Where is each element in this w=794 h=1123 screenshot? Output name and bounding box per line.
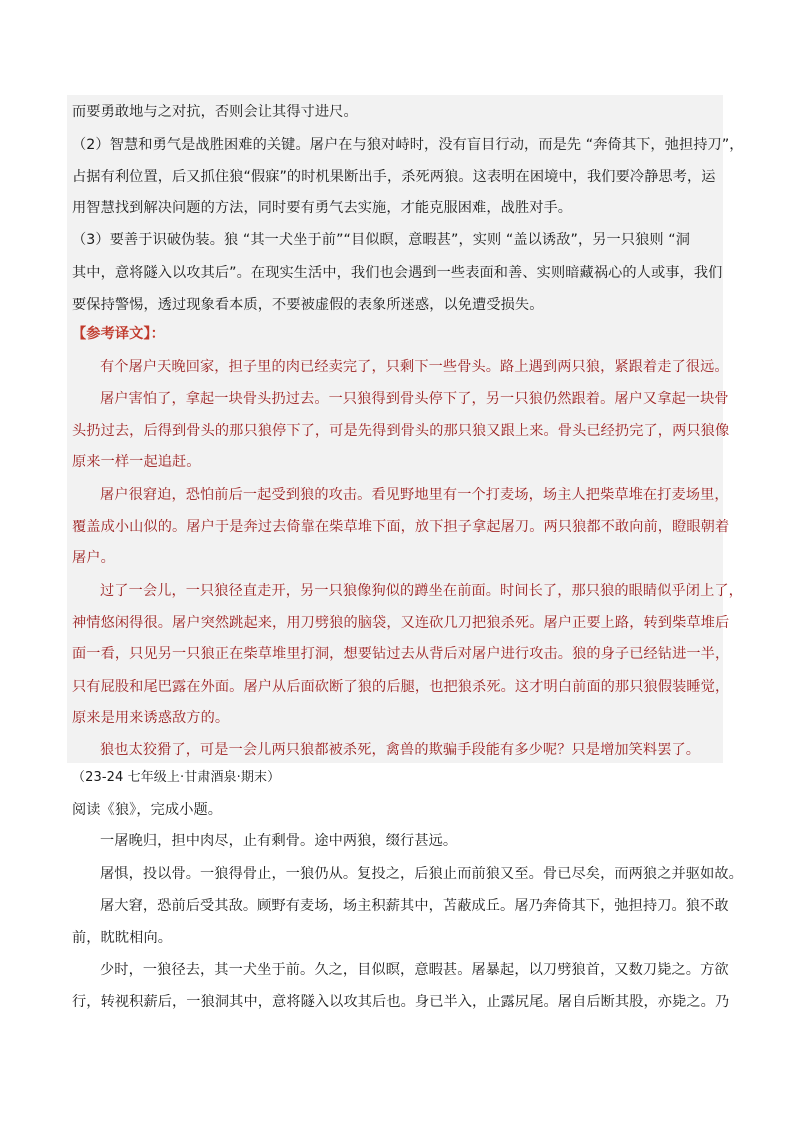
translation-line: 面一看，只见另一只狼正在柴草堆里打洞，想要钻过去从背后对屠户进行攻击。狼的身子已经钻进一半， — [72, 646, 730, 662]
analysis-line-1: 而要勇敢地与之对抗，否则会让其得寸进尺。 — [72, 104, 358, 120]
translation-line: 只有屁股和尾巴露在外面。屠户从后面砍断了狼的后腿，也把狼杀死。这才明白前面的那只狼假装睡觉， — [72, 679, 730, 695]
passage-line: 一屠晚归，担中肉尽，止有剩骨。途中两狼，缀行甚远。 — [100, 833, 458, 849]
passage-line: 前，眈眈相向。 — [72, 930, 173, 946]
analysis-point-3-line-3: 要保持警惕，透过现象看本质，不要被虚假的表象所迷惑，以免遭受损失。 — [72, 297, 544, 313]
translation-heading: 【参考译文】： — [72, 326, 165, 342]
translation-line: 有个屠户天晚回家，担子里的肉已经卖完了，只剩下一些骨头。路上遇到两只狼，紧跟着走了很远。 — [100, 359, 729, 375]
passage-line: 行，转视积薪后，一狼洞其中，意将隧入以攻其后也。身已半入，止露尻尾。屠自后断其股，亦毙之。乃 — [72, 994, 730, 1010]
question-prompt: 阅读《狼》，完成小题。 — [72, 802, 223, 818]
translation-line: 神情悠闲得很。屠户突然跳起来，用刀劈狼的脑袋，又连砍几刀把狼杀死。屠户正要上路，转到柴草堆后 — [72, 615, 730, 631]
translation-line: 过了一会儿，一只狼径直走开，另一只狼像狗似的蹲坐在前面。时间长了，那只狼的眼睛似乎闭上了， — [100, 583, 743, 599]
passage-line: 屠大窘，恐前后受其敌。顾野有麦场，场主积薪其中，苫蔽成丘。屠乃奔倚其下，弛担持刀。狼不敢 — [100, 898, 729, 914]
passage-line: 少时，一狼径去，其一犬坐于前。久之，目似瞑，意暇甚。屠暴起，以刀劈狼首，又数刀毙之。方欲 — [100, 962, 729, 978]
analysis-point-2-line-2: 占据有利位置，后又抓住狼“假寐”的时机果断出手，杀死两狼。这表明在困境中，我们要冷静思考，运 — [72, 169, 716, 185]
analysis-point-3-line-1: （3）要善于识破伪装。狼 “其一犬坐于前”“目似瞑，意暇甚”，实则 “盖以诱敌”，另一只狼则 “洞 — [72, 232, 691, 248]
translation-line: 屠户很窘迫，恐怕前后一起受到狼的攻击。看见野地里有一个打麦场，场主人把柴草堆在打麦场里， — [100, 487, 729, 503]
translation-line: 狼也太狡猾了，可是一会儿两只狼都被杀死，禽兽的欺骗手段能有多少呢？只是增加笑料罢了。 — [100, 742, 701, 758]
translation-line: 屠户害怕了，拿起一块骨头扔过去。一只狼得到骨头停下了，另一只狼仍然跟着。屠户又拿起一块骨 — [100, 391, 729, 407]
analysis-point-2-line-1: （2）智慧和勇气是战胜困难的关键。屠户在与狼对峙时，没有盲目行动，而是先 “奔倚其下，弛担持刀”， — [72, 137, 744, 153]
translation-line: 原来一样一起追赶。 — [72, 454, 201, 470]
translation-line: 原来是用来诱惑敌方的。 — [72, 710, 230, 726]
translation-line: 头扔过去，后得到骨头的那只狼停下了，可是先得到骨头的那只狼又跟上来。骨头已经扔完了，两只狼像 — [72, 423, 730, 439]
passage-line: 屠惧，投以骨。一狼得骨止，一狼仍从。复投之，后狼止而前狼又至。骨已尽矣，而两狼之并驱如故。 — [100, 866, 743, 882]
question-source: （23-24 七年级上·甘肃酒泉·期末） — [72, 770, 281, 785]
translation-line: 覆盖成小山似的。屠户于是奔过去倚靠在柴草堆下面，放下担子拿起屠刀。两只狼都不敢向前，瞪眼朝着 — [72, 519, 730, 535]
analysis-point-2-line-3: 用智慧找到解决问题的方法，同时要有勇气去实施，才能克服困难，战胜对手。 — [72, 200, 573, 216]
translation-line: 屠户。 — [72, 550, 115, 566]
analysis-point-3-line-2: 其中，意将隧入以攻其后”。在现实生活中，我们也会遇到一些表面和善、实则暗藏祸心的人或事，我们 — [72, 265, 723, 281]
